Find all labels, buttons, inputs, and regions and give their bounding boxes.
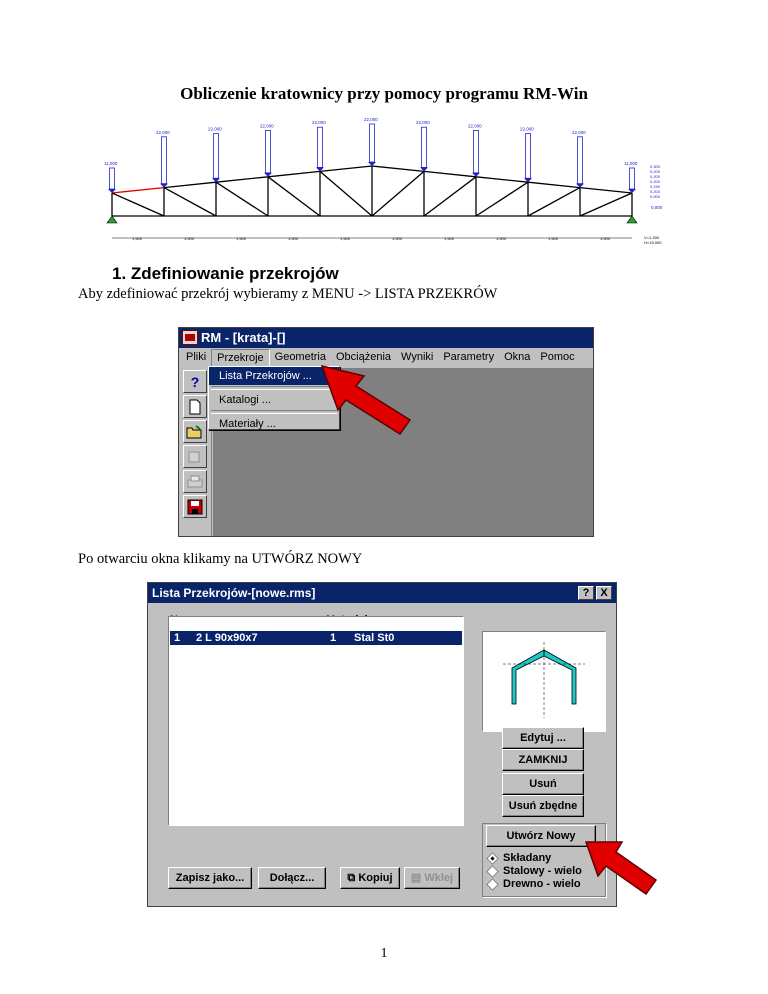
radio-dot bbox=[486, 878, 499, 891]
dimension-v-label: V=1,300 bbox=[644, 235, 660, 240]
span-label: 1,500 bbox=[132, 236, 143, 241]
menu-wyniki[interactable]: Wyniki bbox=[401, 351, 434, 363]
truss-top-chord bbox=[476, 177, 528, 182]
dialog-title: Lista Przekrojów-[nowe.rms] bbox=[152, 586, 316, 600]
load-label: 11,000 bbox=[104, 161, 118, 166]
row-section-name: 2 L 90x90x7 bbox=[196, 632, 258, 644]
close-icon[interactable]: X bbox=[596, 586, 612, 600]
span-label: 1,500 bbox=[288, 236, 299, 241]
dimension-h-label: H=15,000 bbox=[644, 240, 662, 245]
paste-button[interactable] bbox=[404, 867, 460, 889]
truss-diagonal bbox=[320, 171, 372, 216]
truss-top-chord bbox=[580, 188, 632, 193]
truss-diagonal bbox=[268, 177, 320, 216]
truss-top-chord bbox=[528, 182, 580, 187]
load-label: 22,000 bbox=[208, 126, 222, 132]
copy-button[interactable] bbox=[340, 867, 400, 889]
menu-pomoc[interactable]: Pomoc bbox=[540, 351, 575, 363]
scale-label: 0,000 bbox=[650, 194, 661, 199]
print-preview-button[interactable] bbox=[183, 445, 207, 468]
node-load-arrow bbox=[578, 137, 583, 184]
menu-obciazenia[interactable]: Obciążenia bbox=[336, 351, 392, 363]
truss-top-chord bbox=[320, 166, 372, 171]
support-icon bbox=[107, 216, 117, 223]
radio-label: Składany bbox=[503, 852, 552, 864]
truss-diagonal bbox=[424, 177, 476, 216]
node-load-arrow bbox=[422, 127, 427, 167]
radio-label: Drewno - wielo bbox=[503, 878, 581, 890]
load-label: 22,000 bbox=[572, 129, 586, 135]
support-icon bbox=[627, 216, 637, 223]
truss-top-chord bbox=[216, 177, 268, 182]
create-new-button[interactable]: Utwórz Nowy bbox=[486, 825, 596, 847]
truss-top-chord bbox=[268, 171, 320, 176]
attach-button[interactable]: Dołącz... bbox=[258, 867, 326, 889]
load-label: 22,000 bbox=[260, 123, 274, 129]
row-material-number: 1 bbox=[330, 632, 337, 644]
node-load-arrow bbox=[474, 130, 479, 172]
scale-label: 0,200 bbox=[650, 169, 661, 174]
span-label: 1,500 bbox=[444, 236, 455, 241]
end-load-arrow bbox=[110, 168, 115, 189]
menu-przekroje[interactable]: Przekroje bbox=[211, 349, 269, 367]
node-load-arrow bbox=[370, 124, 375, 162]
truss-diagonal bbox=[216, 182, 268, 216]
span-label: 1,500 bbox=[496, 236, 507, 241]
instruction-paragraph-2: Po otwarciu okna klikamy na UTWÓRZ NOWY bbox=[78, 551, 363, 567]
scale-label: 0,150 bbox=[650, 184, 661, 189]
menu-item-katalogi[interactable]: Katalogi ... bbox=[219, 394, 271, 406]
span-label: 1,500 bbox=[600, 236, 611, 241]
load-label: 11,000 bbox=[624, 161, 638, 166]
load-label: 22,000 bbox=[312, 120, 326, 126]
span-label: 1,500 bbox=[236, 236, 247, 241]
node-load-arrow bbox=[526, 134, 531, 179]
truss-diagonal bbox=[580, 193, 632, 216]
paste-icon: ▤ bbox=[410, 872, 425, 884]
truss-top-chord bbox=[372, 166, 424, 171]
help-button[interactable] bbox=[183, 370, 207, 393]
open-file-button[interactable] bbox=[183, 420, 207, 443]
section-list[interactable] bbox=[168, 616, 464, 826]
new-file-button[interactable] bbox=[183, 395, 207, 418]
load-label: 22,000 bbox=[364, 117, 378, 122]
section-list-dialog bbox=[147, 582, 617, 907]
list-item[interactable] bbox=[170, 631, 462, 645]
load-label: 22,000 bbox=[416, 120, 430, 126]
red-arrow-icon bbox=[584, 836, 660, 900]
scale-label: 0,200 bbox=[650, 189, 661, 194]
radio-dot bbox=[486, 865, 499, 878]
delete-button[interactable]: Usuń bbox=[502, 773, 584, 795]
instruction-paragraph-1: Aby zdefiniować przekrój wybieramy z MENU -> LISTA PRZEKRÓW bbox=[78, 286, 498, 302]
node-load-arrow bbox=[214, 134, 219, 179]
edit-button[interactable]: Edytuj ... bbox=[502, 727, 584, 749]
load-label: 22,000 bbox=[520, 126, 534, 132]
span-label: 1,500 bbox=[548, 236, 559, 241]
truss-diagonal bbox=[164, 188, 216, 216]
truss-top-chord bbox=[164, 182, 216, 187]
menu-parametry[interactable]: Parametry bbox=[443, 351, 495, 363]
new-document-icon bbox=[188, 399, 202, 415]
delete-unused-button[interactable]: Usuń zbędne bbox=[502, 795, 584, 817]
section-heading: 1. Zdefiniowanie przekrojów bbox=[112, 264, 339, 283]
radio-label: Stalowy - wielo bbox=[503, 865, 582, 877]
radio-dot bbox=[486, 852, 499, 865]
help-icon: ? bbox=[190, 373, 200, 390]
load-label: 22,000 bbox=[156, 129, 170, 135]
print-preview-icon bbox=[187, 450, 203, 464]
copy-icon: ⧉ bbox=[347, 872, 359, 884]
node-load-arrow bbox=[266, 130, 271, 172]
truss-diagonal bbox=[528, 188, 580, 216]
window-titlebar[interactable] bbox=[179, 328, 593, 348]
truss-top-chord bbox=[112, 188, 164, 193]
dialog-titlebar[interactable] bbox=[148, 583, 616, 603]
truss-diagonal bbox=[112, 193, 164, 216]
print-button[interactable] bbox=[183, 470, 207, 493]
node-load-arrow bbox=[162, 137, 167, 184]
span-label: 1,500 bbox=[392, 236, 403, 241]
row-material-name: Stal St0 bbox=[354, 632, 395, 644]
load-label: 22,000 bbox=[468, 123, 482, 129]
scale-zero-label: 0,000 bbox=[651, 205, 663, 210]
help-caption-button[interactable]: ? bbox=[578, 586, 594, 600]
floppy-disk-icon bbox=[187, 499, 203, 515]
menu-item-lista-przekrojow[interactable]: Lista Przekrojów ... bbox=[209, 367, 339, 385]
node-load-arrow bbox=[318, 127, 323, 167]
document-title: Obliczenie kratownicy przy pomocy programu RM-Win bbox=[180, 84, 588, 103]
paste-label: Wklej bbox=[424, 872, 454, 884]
radio-skladany[interactable] bbox=[488, 852, 551, 864]
scale-label: 0,200 bbox=[650, 179, 661, 184]
open-folder-icon bbox=[186, 425, 204, 439]
truss-diagram bbox=[98, 108, 670, 248]
scale-label: 0,300 bbox=[650, 164, 661, 169]
truss-top-chord bbox=[424, 171, 476, 176]
truss-diagonal bbox=[476, 182, 528, 216]
radio-stalowy-wielo[interactable] bbox=[488, 865, 582, 877]
truss-diagonal bbox=[372, 171, 424, 216]
section-preview bbox=[482, 631, 606, 732]
row-number: 1 bbox=[174, 632, 181, 644]
menu-pliki[interactable]: Pliki bbox=[186, 351, 207, 363]
load-arrowhead bbox=[368, 162, 376, 166]
app-icon bbox=[182, 330, 198, 345]
printer-icon bbox=[187, 475, 203, 489]
page-number: 1 bbox=[380, 946, 388, 961]
double-angle-section-icon bbox=[483, 632, 605, 731]
copy-label: Kopiuj bbox=[358, 872, 393, 884]
window-title: RM - [krata]-[] bbox=[201, 330, 286, 345]
menu-okna[interactable]: Okna bbox=[504, 351, 531, 363]
radio-drewno-wielo[interactable] bbox=[488, 878, 581, 890]
menu-geometria[interactable]: Geometria bbox=[274, 351, 326, 363]
end-load-arrow bbox=[630, 168, 635, 189]
span-label: 1,500 bbox=[340, 236, 351, 241]
menu-item-materialy[interactable]: Materiały ... bbox=[219, 418, 276, 430]
span-label: 1,500 bbox=[184, 236, 195, 241]
scale-label: 0,200 bbox=[650, 174, 661, 179]
save-as-button[interactable]: Zapisz jako... bbox=[168, 867, 252, 889]
save-button[interactable] bbox=[183, 495, 207, 518]
red-arrow-icon bbox=[318, 360, 414, 436]
close-button[interactable]: ZAMKNIJ bbox=[502, 749, 584, 771]
